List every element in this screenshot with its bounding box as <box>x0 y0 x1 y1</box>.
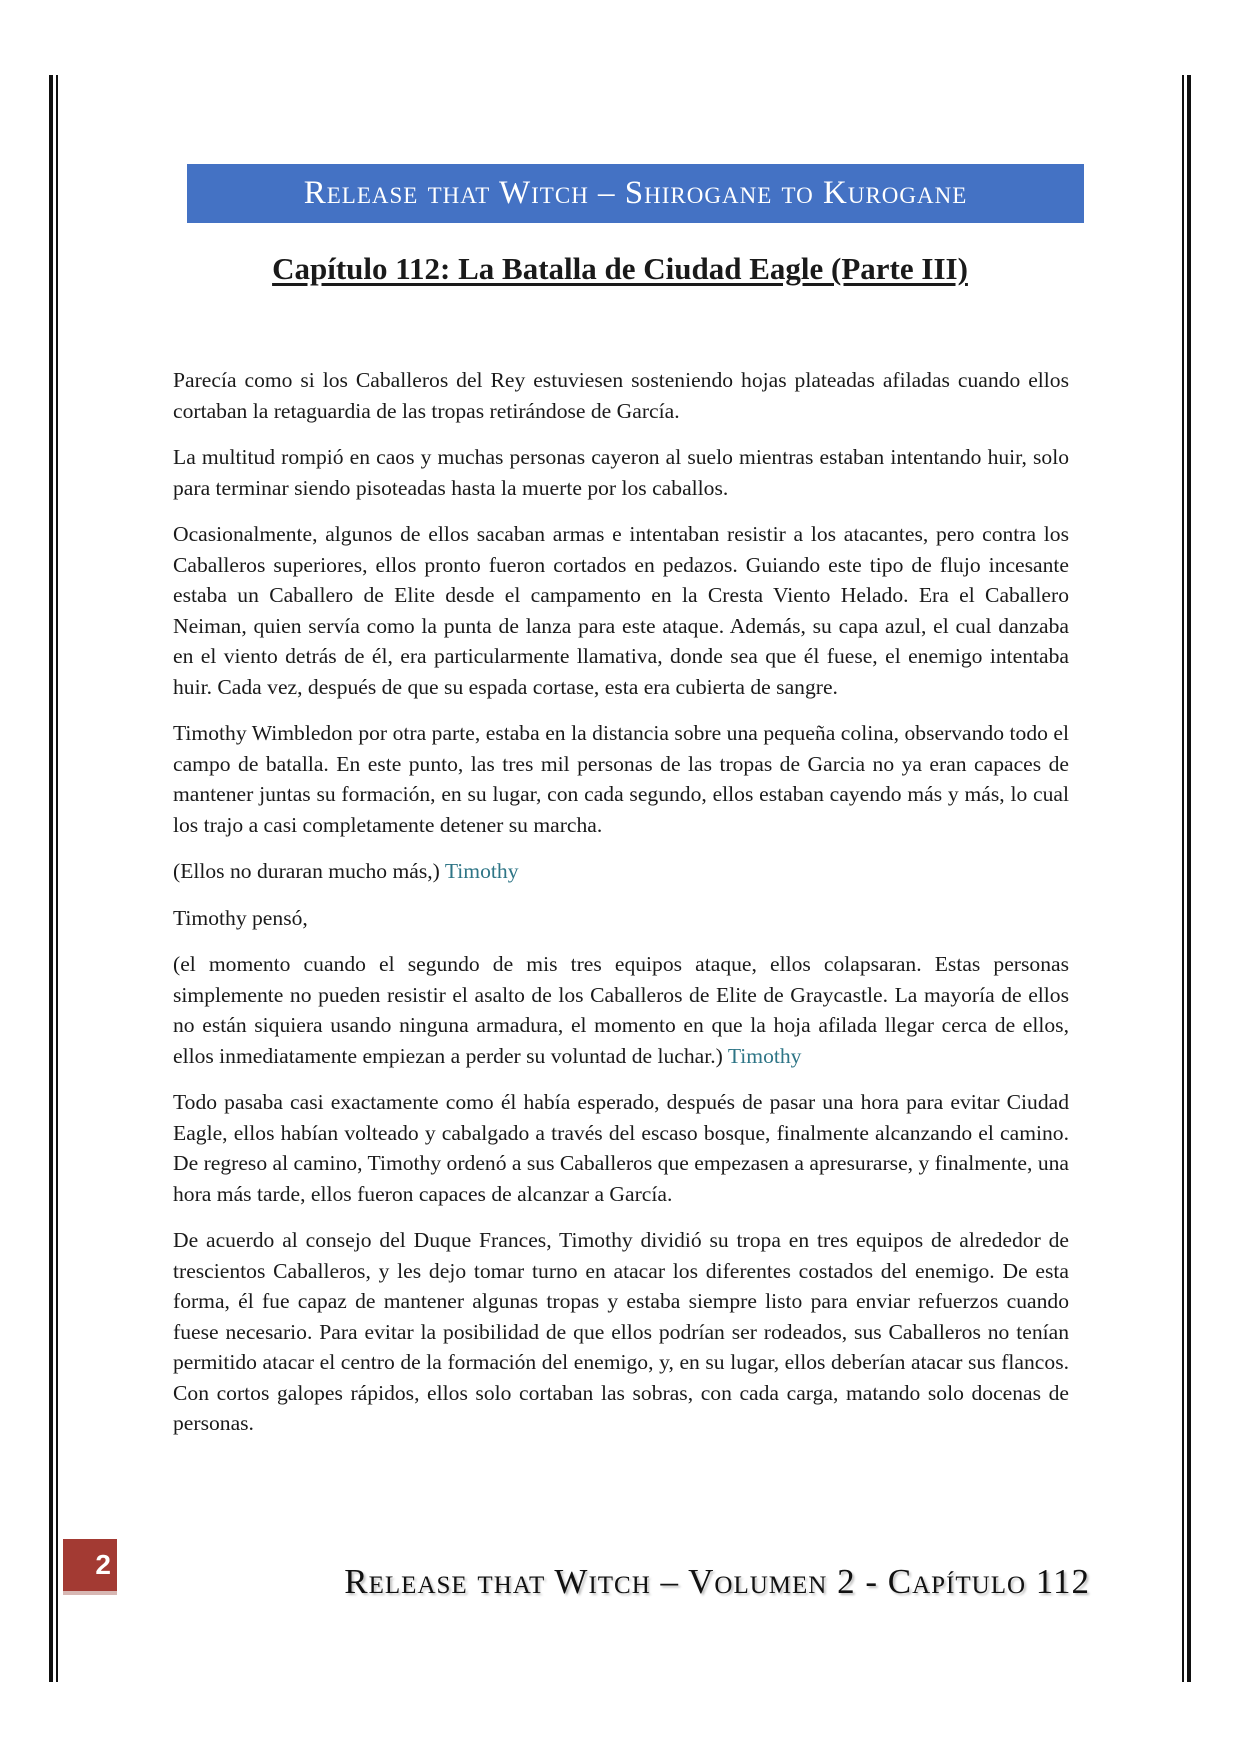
page-number-badge <box>63 1539 117 1595</box>
footer-title: Release that Witch – Volumen 2 - Capítulo 112 <box>344 1562 1090 1601</box>
speaker-tag: Timothy <box>444 859 519 883</box>
paragraph-8: Todo pasaba casi exactamente como él había esperado, después de pasar una hora para evitar Ciudad Eagle, ellos habían volteado y cabalgado a través del escaso bosque, finalmente alcanzando el camino. De regreso al camino, Timothy ordenó a sus Caballeros que empezasen a apresurarse, y finalmente, una hora más tarde, ellos fueron capaces de alcanzar a García. <box>173 1090 1069 1206</box>
thought-text: (Ellos no duraran mucho más,) <box>173 859 445 883</box>
paragraph-7 <box>173 949 1069 1071</box>
paragraph-1: Parecía como si los Caballeros del Rey estuviesen sosteniendo hojas plateadas afiladas cuando ellos cortaban la retaguardia de las tropas retirándose de García. <box>173 368 1069 423</box>
thought-text: (el momento cuando el segundo de mis tres equipos ataque, ellos colapsaran. Estas personas simplemente no pueden resistir el asalto de los Caballeros de Elite de Graycastle. La mayoría de ellos no están siquiera usando ninguna armadura, el momento en que la hoja afilada llegar cerca de ellos, ellos inmediatamente empiezan a perder su voluntad de luchar.) <box>173 952 1069 1068</box>
paragraph-3: Ocasionalmente, algunos de ellos sacaban armas e intentaban resistir a los atacantes, pero contra los Caballeros superiores, ellos pronto fueron cortados en pedazos. Guiando este tipo de flujo incesante estaba un Caballero de Elite desde el campamento en la Cresta Viento Helado. Era el Caballero Neiman, quien servía como la punta de lanza para este ataque. Además, su capa azul, el cual danzaba en el viento detrás de él, era particularmente llamativa, donde sea que él fuese, el enemigo intentaba huir. Cada vez, después de que su espada cortase, esta era cubierta de sangre. <box>173 522 1069 699</box>
paragraph-5 <box>173 856 1069 887</box>
chapter-body <box>173 365 1069 1455</box>
speaker-tag: Timothy <box>727 1043 802 1068</box>
left-border-inner <box>56 75 58 1682</box>
right-border-outer <box>1187 75 1191 1682</box>
right-border-inner <box>1182 75 1184 1682</box>
paragraph-9: De acuerdo al consejo del Duque Frances, Timothy dividió su tropa en tres equipos de alrededor de trescientos Caballeros, y les dejo tomar turno en atacar los diferentes costados del enemigo. De esta forma, él fue capaz de mantener algunas tropas y estaba siempre listo para enviar refuerzos cuando fuese necesario. Para evitar la posibilidad de que ellos podrían ser rodeados, sus Caballeros no tenían permitido atacar el centro de la formación del enemigo, y, en su lugar, ellos deberían atacar sus flancos. Con cortos galopes rápidos, ellos solo cortaban las sobras, con cada carga, matando solo docenas de personas. <box>173 1228 1069 1435</box>
left-border-outer <box>49 75 53 1682</box>
chapter-title: Capítulo 112: La Batalla de Ciudad Eagle (Parte III) <box>272 251 968 286</box>
paragraph-2: La multitud rompió en caos y muchas personas cayeron al suelo mientras estaban intentando huir, solo para terminar siendo pisoteadas hasta la muerte por los caballos. <box>173 445 1069 500</box>
page-number: 2 <box>95 1549 111 1580</box>
paragraph-6: Timothy pensó, <box>173 905 308 930</box>
header-banner-text: Release that Witch – Shirogane to Kurogane <box>303 175 968 211</box>
header-banner <box>187 164 1084 223</box>
paragraph-4: Timothy Wimbledon por otra parte, estaba en la distancia sobre una pequeña colina, observando todo el campo de batalla. En este punto, las tres mil personas de las tropas de Garcia no ya eran capaces de mantener juntas su formación, en su lugar, con cada segundo, ellos estaban cayendo más y más, lo cual los trajo a casi completamente detener su marcha. <box>173 721 1069 837</box>
